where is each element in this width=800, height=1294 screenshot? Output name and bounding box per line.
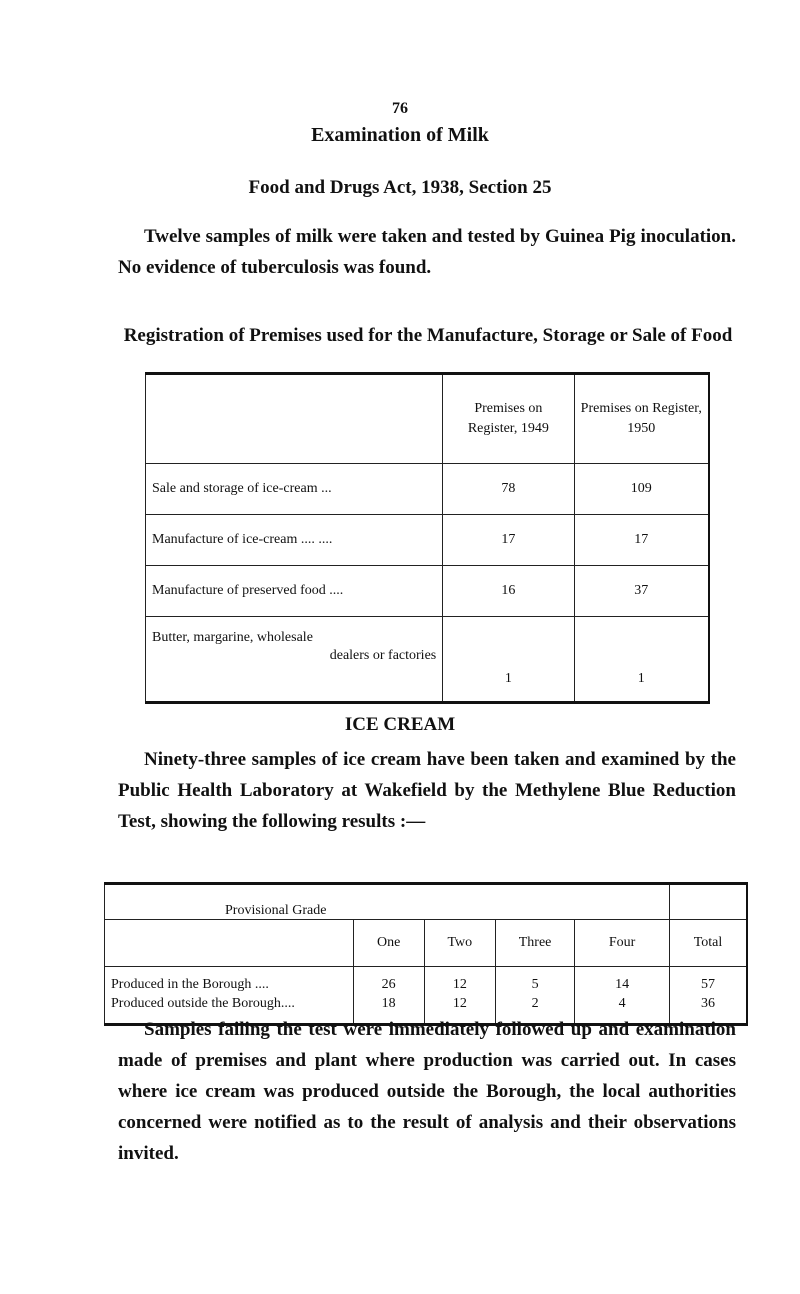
header-blank bbox=[146, 374, 443, 464]
row-label-line-1: Butter, margarine, wholesale bbox=[152, 630, 313, 645]
row-label: Manufacture of ice-cream .... .... bbox=[146, 515, 443, 566]
row-label: Manufacture of preserved food .... bbox=[146, 566, 443, 617]
value-1950: 37 bbox=[574, 566, 709, 617]
page-title: Examination of Milk bbox=[311, 124, 489, 146]
registration-table bbox=[145, 372, 710, 704]
table-cell: 12 bbox=[452, 977, 467, 992]
table-cell: 4 bbox=[618, 996, 626, 1011]
header-1950: Premises on Register, 1950 bbox=[574, 374, 709, 464]
value-1949: 78 bbox=[443, 464, 574, 515]
table-cell: 2 bbox=[531, 996, 539, 1011]
value-1950: 1 bbox=[574, 617, 709, 703]
table-cell: 57 bbox=[700, 977, 715, 992]
page-number: 76 bbox=[392, 100, 408, 117]
milk-paragraph: Twelve samples of milk were taken and tested by Guinea Pig inoculation. No evidence of tuberculosis was found. bbox=[118, 226, 736, 278]
grade-table bbox=[104, 882, 748, 1026]
ice-cream-heading: ICE CREAM bbox=[344, 714, 456, 735]
header-blank bbox=[105, 920, 354, 967]
table-cell: 26 bbox=[381, 977, 396, 992]
table-cell: 5 bbox=[531, 977, 539, 992]
header-total: Total bbox=[669, 920, 747, 967]
table-row bbox=[146, 617, 710, 703]
row-label: Produced outside the Borough.... bbox=[111, 996, 295, 1011]
value-1949: 1 bbox=[443, 617, 574, 703]
table-cell: 14 bbox=[615, 977, 630, 992]
table-cell: 12 bbox=[452, 996, 467, 1011]
table-header-row bbox=[105, 920, 748, 967]
header-spacer bbox=[669, 884, 747, 920]
table-cell: 36 bbox=[700, 996, 715, 1011]
header-one: One bbox=[353, 920, 424, 967]
header-two: Two bbox=[424, 920, 495, 967]
table-row bbox=[146, 464, 710, 515]
provisional-grade-header: Provisional Grade bbox=[105, 884, 670, 920]
table-header-row bbox=[146, 374, 710, 464]
table-cell: 18 bbox=[381, 996, 396, 1011]
table-row bbox=[146, 515, 710, 566]
header-four: Four bbox=[575, 920, 670, 967]
registration-heading: Registration of Premises used for the Manufacture, Storage or Sale of Food bbox=[123, 325, 733, 346]
value-1950: 17 bbox=[574, 515, 709, 566]
value-1950: 109 bbox=[574, 464, 709, 515]
group-header-row bbox=[105, 884, 748, 920]
row-label: Sale and storage of ice-cream ... bbox=[146, 464, 443, 515]
header-1949: Premises on Register, 1949 bbox=[443, 374, 574, 464]
table-row bbox=[146, 566, 710, 617]
row-label: Produced in the Borough .... bbox=[111, 977, 269, 992]
ice-cream-paragraph: Ninety-three samples of ice cream have been taken and examined by the Public Health Laboratory at Wakefield by the Methylene Blue Reduction Test, showing the following results :— bbox=[118, 749, 736, 832]
section-subtitle: Food and Drugs Act, 1938, Section 25 bbox=[248, 177, 552, 198]
value-1949: 17 bbox=[443, 515, 574, 566]
row-label bbox=[146, 617, 443, 703]
closing-paragraph: Samples failing the test were immediately followed up and examination made of premises and plant where production was carried out. In cases where ice cream was produced outside the Borough, the local authorities concerned were notified as to the result of analysis and their observations invited. bbox=[118, 1019, 736, 1164]
header-three: Three bbox=[495, 920, 574, 967]
value-1949: 16 bbox=[443, 566, 574, 617]
row-label-line-2: dealers or factories bbox=[329, 648, 437, 663]
